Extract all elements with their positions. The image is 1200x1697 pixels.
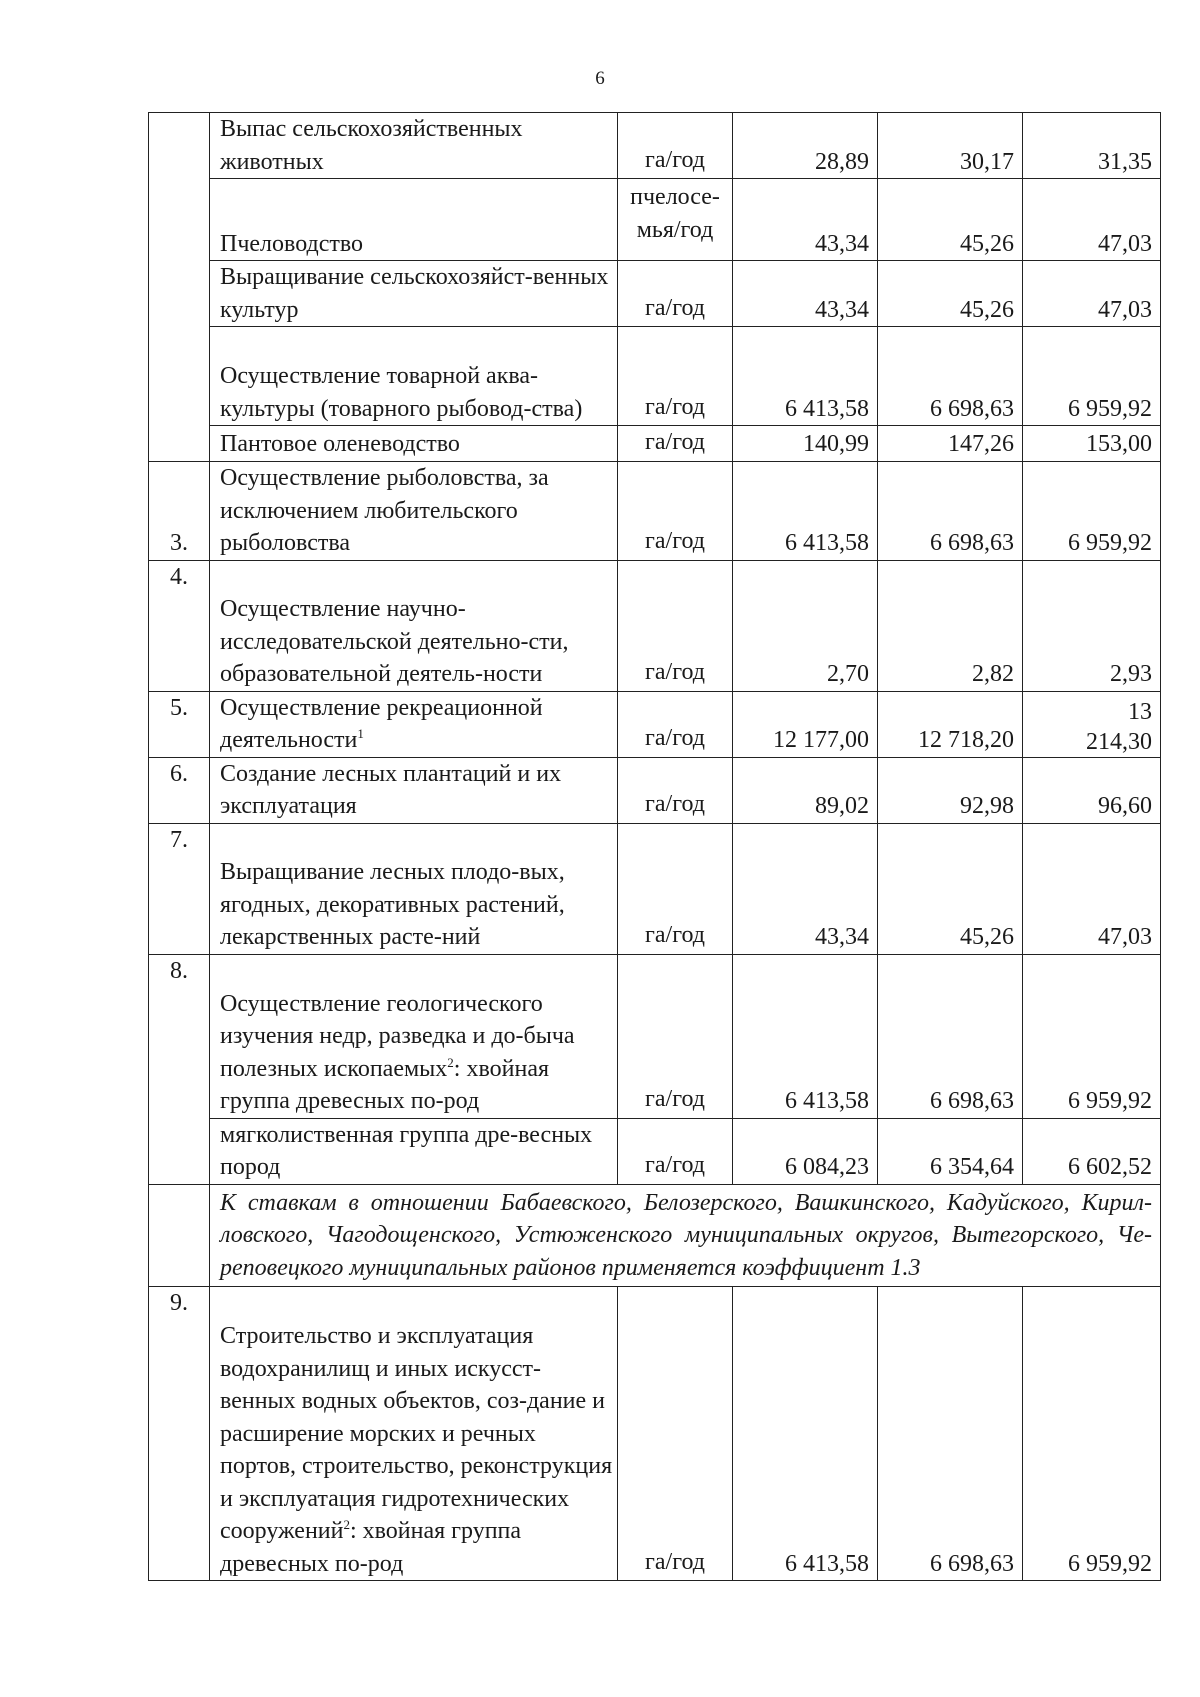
footnote-marker: 2 xyxy=(447,1054,454,1070)
value-col-3: 6 959,92 xyxy=(1023,1287,1161,1581)
value-part-1: 13 xyxy=(1128,698,1152,725)
row-name: Пантовое оленеводство xyxy=(210,426,618,462)
value-col-1: 6 413,58 xyxy=(733,327,878,426)
row-name-continuation: : хвойная группа древесных по-род xyxy=(220,1055,550,1114)
value-col-1: 6 413,58 xyxy=(733,954,878,1118)
value-col-1: 140,99 xyxy=(733,426,878,462)
table-row xyxy=(149,823,1161,954)
row-name: Выращивание сельскохозяйст-венных культур xyxy=(210,261,618,327)
table-row xyxy=(149,560,1161,691)
value-col-2: 92,98 xyxy=(878,757,1023,823)
row-name xyxy=(210,954,618,1118)
value-col-3: 47,03 xyxy=(1023,261,1161,327)
row-name: Осуществление научно-исследовательской деятельно-сти, образовательной деятель-ности xyxy=(210,560,618,691)
table-row xyxy=(149,261,1161,327)
value-col-1: 43,34 xyxy=(733,823,878,954)
value-col-3: 96,60 xyxy=(1023,757,1161,823)
footnote-marker: 1 xyxy=(357,726,364,741)
row-number xyxy=(149,113,210,462)
row-unit: га/год xyxy=(618,1287,733,1581)
value-col-3: 47,03 xyxy=(1023,823,1161,954)
row-unit: га/год xyxy=(618,560,733,691)
value-col-2: 45,26 xyxy=(878,261,1023,327)
value-col-2: 12 718,20 xyxy=(878,691,1023,757)
value-col-2: 2,82 xyxy=(878,560,1023,691)
table-row xyxy=(149,426,1161,462)
table-row xyxy=(149,954,1161,1118)
footnote-marker: 2 xyxy=(343,1517,350,1532)
table-row xyxy=(149,113,1161,179)
note-number-cell xyxy=(149,1184,210,1287)
row-number: 9. xyxy=(149,1287,210,1581)
row-unit: га/год xyxy=(618,823,733,954)
value-col-2: 147,26 xyxy=(878,426,1023,462)
row-unit: га/год xyxy=(618,113,733,179)
value-col-2: 6 698,63 xyxy=(878,461,1023,560)
row-number: 4. xyxy=(149,560,210,691)
value-col-2: 45,26 xyxy=(878,823,1023,954)
value-col-1: 2,70 xyxy=(733,560,878,691)
value-col-1: 43,34 xyxy=(733,179,878,261)
value-col-1: 89,02 xyxy=(733,757,878,823)
row-name xyxy=(210,1287,618,1581)
value-col-1: 43,34 xyxy=(733,261,878,327)
row-name-text: Строительство и эксплуатация водохранилищ и иных искусст-венных водных объектов, соз-дание и расширение морских и речных портов, строительство, реконструкция и эксплуатация гидротехнических сооружений xyxy=(220,1323,613,1544)
table-row xyxy=(149,1118,1161,1184)
value-col-3: 6 959,92 xyxy=(1023,327,1161,426)
row-unit: га/год xyxy=(618,954,733,1118)
value-col-3: 2,93 xyxy=(1023,560,1161,691)
row-name xyxy=(210,691,618,757)
row-unit: га/год xyxy=(618,691,733,757)
value-col-1: 6 084,23 xyxy=(733,1118,878,1184)
rates-table xyxy=(148,112,1161,1581)
row-number: 8. xyxy=(149,954,210,1184)
row-name: Выпас сельскохозяйственных животных xyxy=(210,113,618,179)
row-unit: га/год xyxy=(618,1118,733,1184)
row-unit: пчелосе-мья/год xyxy=(618,179,733,261)
table-row xyxy=(149,691,1161,757)
row-name-continuation: : хвойная группа древесных по-род xyxy=(220,1518,522,1577)
row-name: Осуществление рыболовства, за исключением любительского рыболовства xyxy=(210,461,618,560)
row-name-text: Осуществление геологического изучения недр, разведка и до-быча полезных ископаемых xyxy=(220,990,575,1082)
row-number: 6. xyxy=(149,757,210,823)
coefficient-note: К ставкам в отношении Бабаевского, Белозерского, Вашкинского, Кадуйского, Кирил-ловского, Чагодощенского, Устюженского муниципальных округов, Вытегорского, Че-реповецкого муниципальных районов применяется коэффициент 1.3 xyxy=(210,1184,1161,1287)
value-col-2: 6 698,63 xyxy=(878,327,1023,426)
table-row xyxy=(149,1287,1161,1581)
row-number: 3. xyxy=(149,461,210,560)
row-unit: га/год xyxy=(618,261,733,327)
row-unit: га/год xyxy=(618,426,733,462)
row-name: Создание лесных плантаций и их эксплуатация xyxy=(210,757,618,823)
row-name-text: Осуществление рекреационной деятельности xyxy=(220,694,543,753)
value-col-3: 6 959,92 xyxy=(1023,954,1161,1118)
value-col-2: 6 354,64 xyxy=(878,1118,1023,1184)
value-col-2: 6 698,63 xyxy=(878,954,1023,1118)
value-col-3: 6 602,52 xyxy=(1023,1118,1161,1184)
row-name: Осуществление товарной аква-культуры (товарного рыбовод-ства) xyxy=(210,327,618,426)
row-unit: га/год xyxy=(618,757,733,823)
value-col-1: 6 413,58 xyxy=(733,1287,878,1581)
value-col-3: 153,00 xyxy=(1023,426,1161,462)
row-name: мягколиственная группа дре-весных пород xyxy=(210,1118,618,1184)
row-unit: га/год xyxy=(618,461,733,560)
row-name: Пчеловодство xyxy=(210,179,618,261)
value-col-2: 6 698,63 xyxy=(878,1287,1023,1581)
row-unit: га/год xyxy=(618,327,733,426)
value-col-3: 6 959,92 xyxy=(1023,461,1161,560)
table-row xyxy=(149,757,1161,823)
row-number: 5. xyxy=(149,691,210,757)
value-col-2: 45,26 xyxy=(878,179,1023,261)
table-row xyxy=(149,179,1161,261)
table-row xyxy=(149,461,1161,560)
page-number: 6 xyxy=(595,68,605,89)
value-col-1: 12 177,00 xyxy=(733,691,878,757)
value-col-2: 30,17 xyxy=(878,113,1023,179)
value-col-3: 47,03 xyxy=(1023,179,1161,261)
row-number: 7. xyxy=(149,823,210,954)
table-row xyxy=(149,327,1161,426)
value-col-3: 31,35 xyxy=(1023,113,1161,179)
value-col-1: 28,89 xyxy=(733,113,878,179)
value-col-3 xyxy=(1023,691,1161,757)
note-row xyxy=(149,1184,1161,1287)
row-name: Выращивание лесных плодо-вых, ягодных, декоративных растений, лекарственных расте-ний xyxy=(210,823,618,954)
value-col-1: 6 413,58 xyxy=(733,461,878,560)
value-part-2: 214,30 xyxy=(1086,728,1152,755)
